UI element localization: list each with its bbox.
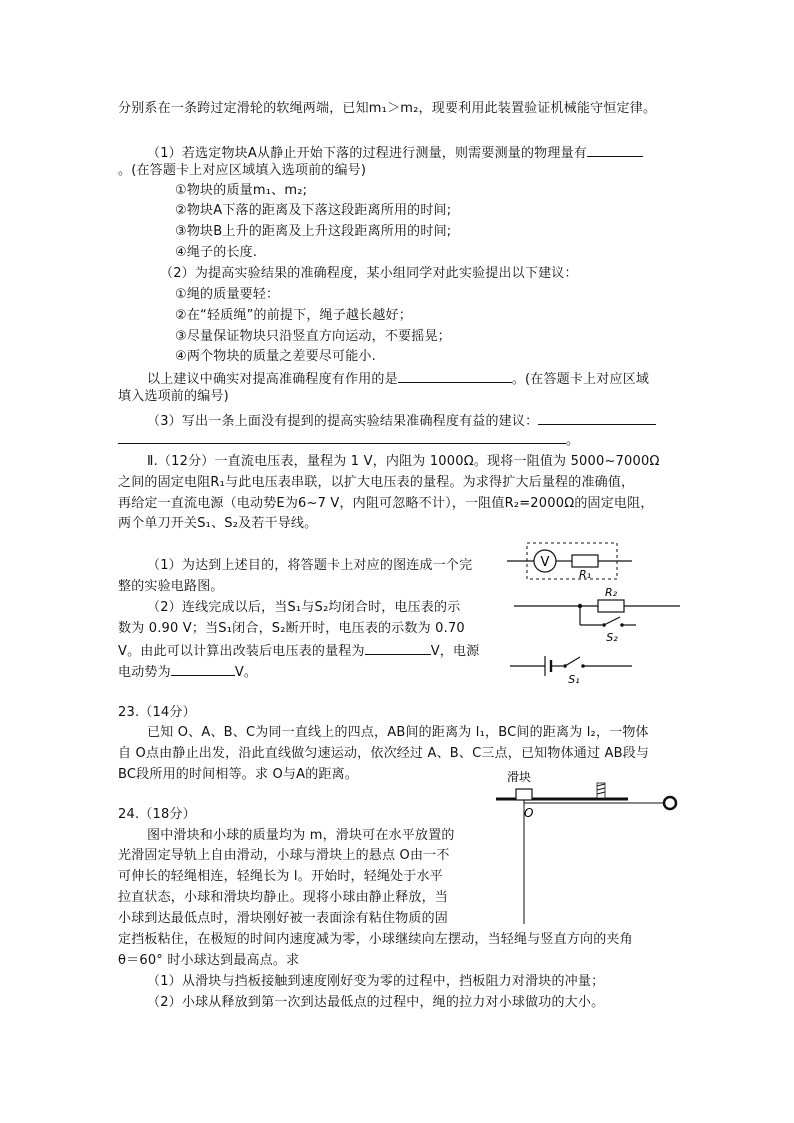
slider-label: 滑块 bbox=[507, 770, 532, 784]
emf-text: 电动势为 bbox=[118, 665, 171, 680]
q24-line-1: 图中滑块和小球的质量均为 m，滑块可在水平放置的 bbox=[147, 828, 455, 843]
emf-unit: V。 bbox=[234, 665, 258, 680]
q24-line-4: 拉直状态，小球和滑块均静止。现将小球由静止释放，当 bbox=[118, 890, 449, 905]
q24-heading: 24.（18分） bbox=[118, 807, 196, 822]
q24-line-3: 可伸长的轻绳相连，轻绳长为 l。开始时，轻绳处于水平 bbox=[118, 869, 443, 884]
q24-sub-2: （2）小球从释放到第一次到达最低点的过程中，绳的拉力对小球做功的大小。 bbox=[147, 995, 605, 1010]
part2-line-1: Ⅱ.（12分）一直流电压表，量程为 1 V，内阻为 1000Ω。现将一阻值为 5000~7000Ω bbox=[147, 454, 660, 469]
q23-line-1: 已知 O、A、B、C为同一直线上的四点，AB间的距离为 l₁，BC间的距离为 l₂，一物体 bbox=[147, 725, 649, 740]
q24-sub-1: （1）从滑块与挡板接触到速度刚好变为零的过程中，挡板阻力对滑块的冲量； bbox=[147, 974, 605, 989]
part2-q1-line-2: 整的实验电路图。 bbox=[118, 579, 224, 594]
range-text: V。由此可以计算出改装后电压表的量程为 bbox=[118, 644, 365, 659]
voltmeter-label: V bbox=[540, 555, 550, 570]
q2-option-1: ①绳的质量要轻： bbox=[175, 287, 280, 302]
q1-option-2: ②物块A下落的距离及下落这段距离所用的时间; bbox=[175, 203, 452, 218]
part2-q2-line-2: 数为 0.90 V；当S₁闭合，S₂断开时，电压表的示数为 0.70 bbox=[118, 621, 465, 636]
q1-instruction: 。(在答题卡上对应区域填入选项前的编号) bbox=[118, 163, 367, 178]
q2-answer-note-2: 填入选项前的编号) bbox=[118, 389, 229, 404]
q1-option-1: ①物块的质量m₁、m₂; bbox=[175, 183, 308, 198]
slider-block bbox=[516, 789, 532, 800]
part2-line-4: 两个单刀开关S₁、S₂及若干导线。 bbox=[118, 516, 318, 531]
q3-end: 。 bbox=[566, 433, 580, 448]
part2-line-2: 之间的固定电阻R₁与此电压表串联，以扩大电压表的量程。为求得扩大后量程的准确值， bbox=[118, 475, 635, 490]
q24-line-7: θ＝60° 时小球达到最高点。求 bbox=[118, 953, 300, 968]
q1-stem-text: （1）若选定物块A从静止开始下落的过程进行测量，则需要测量的物理量有 bbox=[147, 146, 587, 161]
range-unit: V，电源 bbox=[430, 644, 480, 659]
q2-option-4: ④两个物块的质量之差要尽可能小. bbox=[175, 349, 376, 364]
q2-answer-note: 。(在答题卡上对应区域 bbox=[511, 372, 650, 387]
part2-q2-line-1: （2）连线完成以后，当S₁与S₂均闭合时，电压表的示 bbox=[147, 600, 461, 615]
q24-line-5: 小球到达最低点时，滑块刚好被一表面涂有粘住物质的固 bbox=[118, 911, 449, 926]
q2-option-2: ②在“轻质绳”的前提下，绳子越长越好； bbox=[175, 308, 412, 323]
q24-line-6: 定挡板粘住，在极短的时间内速度减为零，小球继续向左摆动，当轻绳与竖直方向的夹角 bbox=[118, 932, 633, 947]
intro-line: 分别系在一条跨过定滑轮的软绳两端，已知m₁＞m₂，现要利用此装置验证机械能守恒定律。 bbox=[118, 101, 657, 116]
q23-heading: 23.（14分） bbox=[118, 705, 196, 720]
q24-line-2: 光滑固定导轨上自由滑动，小球与滑块上的悬点 O由一不 bbox=[118, 848, 450, 863]
q23-line-2: 自 O点由静止出发，沿此直线做匀速运动，依次经过 A、B、C三点，已知物体通过 AB段与 bbox=[118, 746, 650, 761]
part2-q1-line-1: （1）为达到上述目的，将答题卡上对应的图连成一个完 bbox=[147, 558, 473, 573]
q23-line-3: BC段所用的时间相等。求 O与A的距离。 bbox=[118, 767, 359, 782]
q2-intro: （2）为提高实验结果的准确程度，某小组同学对此实验提出以下建议： bbox=[160, 266, 578, 281]
r1-label: R₁ bbox=[578, 568, 592, 581]
s1-label: S₁ bbox=[568, 673, 580, 686]
q1-option-4: ④绳子的长度. bbox=[175, 245, 258, 260]
q3-text: （3）写出一条上面没有提到的提高实验结果准确程度有益的建议： bbox=[147, 414, 539, 429]
q1-option-3: ③物块B上升的距离及上升这段距离所用的时间; bbox=[175, 224, 452, 239]
part2-line-3: 再给定一直流电源（电动势E为6~7 V，内阻可忽略不计），一阻值R₂=2000Ω的固定电阻， bbox=[118, 496, 654, 511]
s2-label: S₂ bbox=[606, 631, 618, 644]
ball bbox=[664, 797, 676, 809]
pivot-o-label: O bbox=[524, 806, 534, 820]
q2-option-3: ③尽量保证物块只沿竖直方向运动，不要摇晃； bbox=[175, 329, 451, 344]
r2-label: R₂ bbox=[604, 586, 618, 599]
barrier-plate bbox=[597, 783, 605, 798]
q2-answer-text: 以上建议中确实对提高准确程度有作用的是 bbox=[147, 372, 398, 387]
